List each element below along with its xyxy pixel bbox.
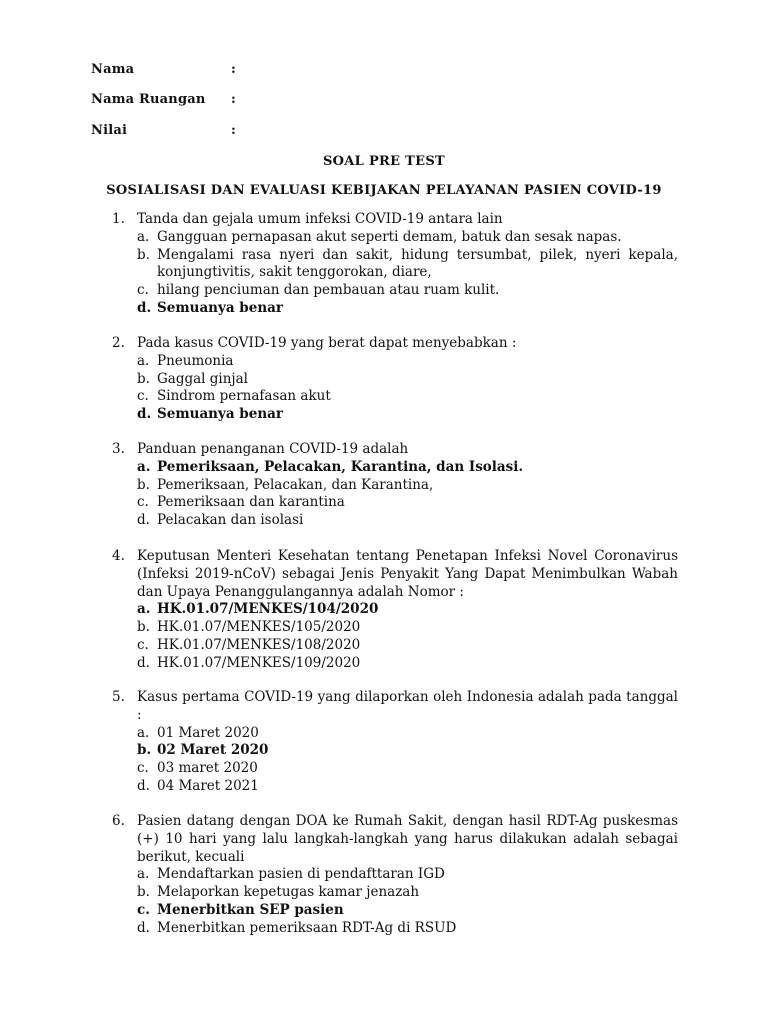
option-letter: c. [137, 760, 149, 777]
option-letter: b. [137, 370, 150, 387]
option-text: Gaggal ginjal [157, 370, 248, 387]
option-b [137, 247, 678, 283]
option-letter: b. [137, 246, 150, 263]
option-d-answer [137, 406, 678, 424]
option-d [137, 655, 678, 673]
question-text: Pasien datang dengan DOA ke Rumah Sakit, dengan hasil RDT-Ag puskesmas (+) 10 hari yang lalu langkah-langkah yang harus dilakukan adalah sebagai berikut, kecuali [137, 813, 678, 865]
option-letter: a. [137, 352, 150, 369]
option-letter: b. [137, 884, 150, 901]
option-c [137, 388, 678, 406]
option-a-answer [137, 459, 678, 477]
option-text: Gangguan pernapasan akut seperti demam, batuk dan sesak napas. [157, 228, 622, 245]
option-letter: d. [137, 406, 152, 423]
option-list [137, 353, 678, 424]
question-text: Panduan penanganan COVID-19 adalah [137, 441, 409, 457]
option-b-answer [137, 742, 678, 760]
field-colon: : [231, 62, 236, 77]
option-text: Mendaftarkan pasien di pendafttaran IGD [157, 866, 445, 883]
question-text: Kasus pertama COVID-19 yang dilaporkan oleh Indonesia adalah pada tanggal : [137, 689, 678, 723]
option-letter: a. [137, 458, 151, 475]
option-text: Melaporkan kepetugas kamar jenazah [157, 884, 420, 901]
option-list [137, 601, 678, 672]
option-d-answer [137, 300, 678, 318]
option-list [137, 459, 678, 530]
option-d [137, 920, 678, 938]
question-text: Keputusan Menteri Kesehatan tentang Penetapan Infeksi Novel Coronavirus (Infeksi 2019-nCoV) sebagai Jenis Penyakit Yang Dapat Menimbulkan Wabah dan Upaya Penanggulangannya adalah Nomor : [137, 548, 678, 600]
field-colon: : [231, 92, 236, 107]
question-number: 3. [112, 441, 125, 457]
option-a [137, 229, 678, 247]
option-text: Pemeriksaan dan karantina [157, 494, 345, 511]
page-title: SOAL PRE TEST [322, 154, 446, 169]
option-letter: b. [137, 742, 152, 759]
option-text: Semuanya benar [157, 299, 283, 316]
option-c [137, 494, 678, 512]
option-b [137, 619, 678, 637]
option-c [137, 637, 678, 655]
header-field-nilai [91, 123, 236, 138]
question-number: 1. [112, 211, 125, 227]
option-text: Menerbitkan pemeriksaan RDT-Ag di RSUD [157, 919, 457, 936]
header-field-nama-ruangan [91, 92, 236, 107]
question-6 [112, 813, 678, 938]
option-letter: d. [137, 919, 150, 936]
option-text: 03 maret 2020 [157, 760, 258, 777]
option-text: Pemeriksaan, Pelacakan, dan Karantina, [157, 476, 434, 493]
option-list [137, 866, 678, 937]
option-letter: a. [137, 228, 150, 245]
option-text: 04 Maret 2021 [157, 777, 259, 794]
question-3 [112, 441, 678, 530]
option-b [137, 371, 678, 389]
question-2 [112, 335, 678, 424]
option-b [137, 477, 678, 495]
option-a [137, 725, 678, 743]
option-b [137, 884, 678, 902]
field-label: Nilai [91, 123, 128, 138]
question-number: 2. [112, 335, 125, 351]
option-text: hilang penciuman dan pembauan atau ruam kulit. [157, 282, 500, 299]
option-text: HK.01.07/MENKES/105/2020 [157, 619, 361, 636]
option-text: Menerbitkan SEP pasien [157, 901, 344, 918]
option-letter: d. [137, 654, 150, 671]
question-5 [112, 689, 678, 796]
question-4 [112, 548, 678, 673]
option-text: Pneumonia [157, 352, 234, 369]
option-d [137, 512, 678, 530]
option-text: HK.01.07/MENKES/104/2020 [157, 601, 379, 618]
option-c [137, 282, 678, 300]
option-letter: a. [137, 601, 151, 618]
option-letter: c. [137, 388, 149, 405]
question-text: Pada kasus COVID-19 yang berat dapat menyebabkan : [137, 335, 517, 351]
option-letter: d. [137, 512, 150, 529]
option-text: Pemeriksaan, Pelacakan, Karantina, dan Isolasi. [157, 458, 524, 475]
option-text: HK.01.07/MENKES/109/2020 [157, 654, 361, 671]
question-1 [112, 211, 678, 318]
option-list [137, 725, 678, 796]
option-letter: c. [137, 494, 149, 511]
field-label: Nama Ruangan [91, 92, 206, 107]
option-a-answer [137, 601, 678, 619]
option-letter: d. [137, 299, 152, 316]
option-letter: a. [137, 724, 150, 741]
option-letter: b. [137, 476, 150, 493]
option-a [137, 353, 678, 371]
option-text: HK.01.07/MENKES/108/2020 [157, 636, 361, 653]
header-field-nama [91, 62, 236, 77]
option-letter: c. [137, 636, 149, 653]
option-letter: c. [137, 901, 150, 918]
option-letter: d. [137, 777, 150, 794]
option-a [137, 866, 678, 884]
option-letter: b. [137, 619, 150, 636]
question-number: 5. [112, 689, 125, 705]
option-text: Sindrom pernafasan akut [157, 388, 331, 405]
option-letter: a. [137, 866, 150, 883]
option-letter: c. [137, 282, 149, 299]
option-c [137, 760, 678, 778]
option-c-answer [137, 902, 678, 920]
page-subtitle: SOSIALISASI DAN EVALUASI KEBIJAKAN PELAYANAN PASIEN COVID-19 [106, 183, 662, 198]
option-text: 02 Maret 2020 [157, 742, 269, 759]
option-text: Pelacakan dan isolasi [157, 512, 304, 529]
option-text: Semuanya benar [157, 406, 283, 423]
option-text: 01 Maret 2020 [157, 724, 259, 741]
question-number: 6. [112, 813, 125, 829]
field-colon: : [231, 123, 236, 138]
option-list [137, 229, 678, 318]
field-label: Nama [91, 62, 135, 77]
option-d [137, 778, 678, 796]
question-number: 4. [112, 548, 125, 564]
option-text: Mengalami rasa nyeri dan sakit, hidung tersumbat, pilek, nyeri kepala, konjungtivitis, sakit tenggorokan, diare, [157, 246, 678, 281]
question-text: Tanda dan gejala umum infeksi COVID-19 antara lain [137, 211, 503, 227]
